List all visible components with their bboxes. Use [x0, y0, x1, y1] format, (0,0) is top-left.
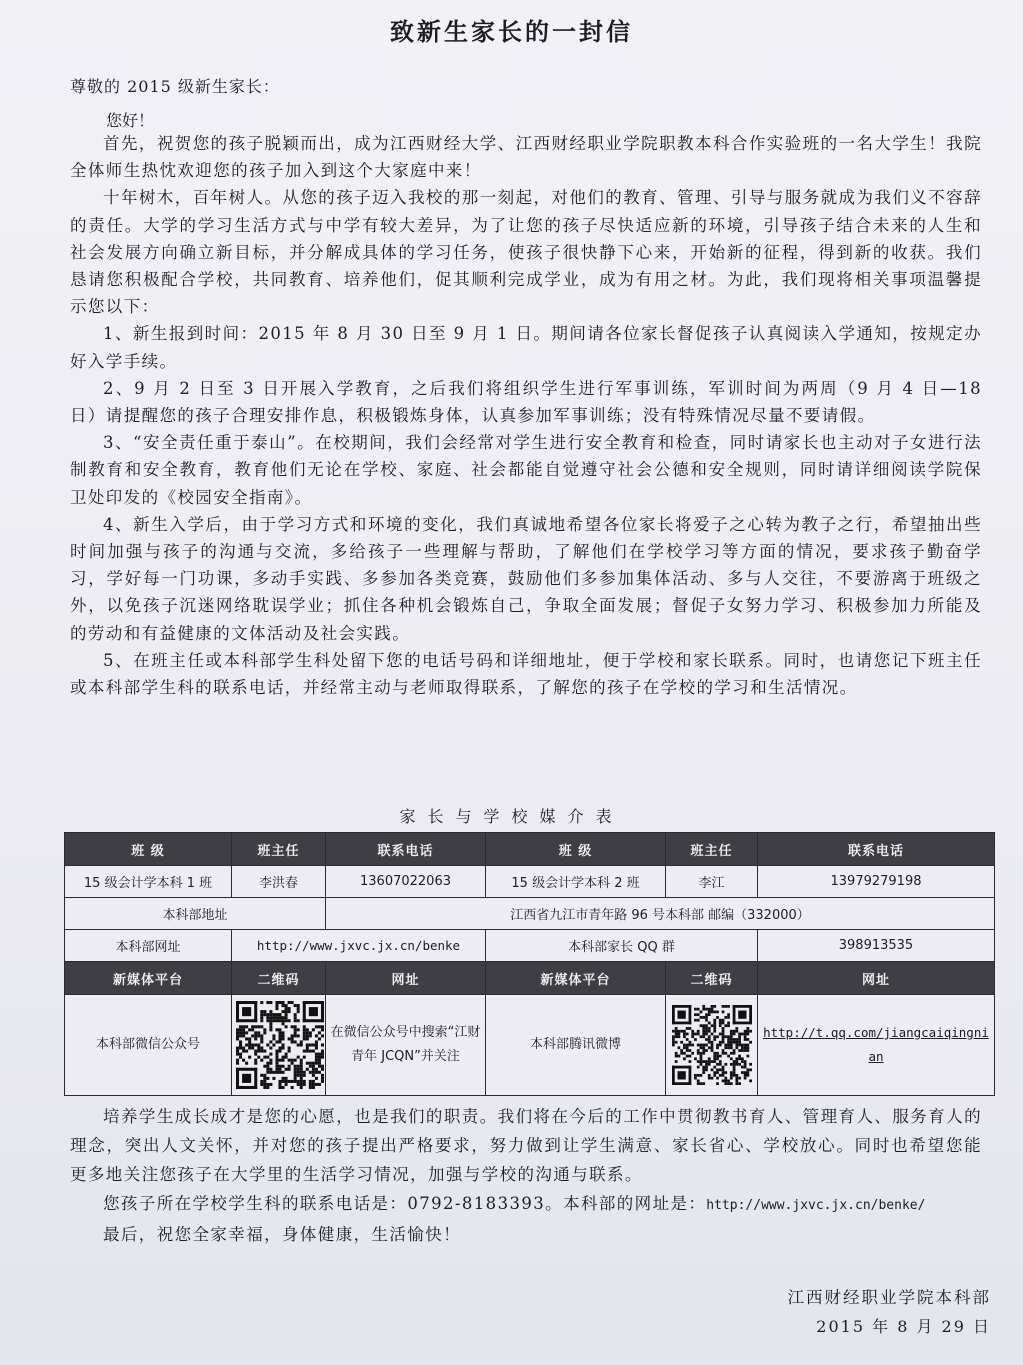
weibo-platform: 本科部腾讯微博 — [486, 995, 666, 1096]
media-table-title: 家长与学校媒介表 — [399, 807, 624, 826]
address-label: 本科部地址 — [65, 898, 326, 930]
table-row — [65, 866, 995, 898]
table-row-web — [65, 930, 995, 962]
signature-date: 2015 年 8 月 29 日 — [816, 1317, 991, 1336]
header-url: 网址 — [326, 962, 486, 995]
header-qrcode: 二维码 — [232, 962, 326, 995]
paragraph-item-3: 3、“安全责任重于泰山”。在校期间，我们会经常对学生进行安全教育和检查，同时请家长也主动对子女进行法制教育和安全教育，教育他们无论在学校、家庭、社会都能自觉遵守社会公德和安全规则，同时请详细阅读学院保卫处印发的《校园安全指南》。 — [70, 433, 982, 507]
class-name: 15 级会计学本科 1 班 — [65, 866, 232, 898]
paragraph-item-1: 1、新生报到时间：2015 年 8 月 30 日至 9 月 1 日。期间请各位家长督促孩子认真阅读入学通知，按规定办好入学手续。 — [70, 324, 982, 371]
wechat-search-hint: 在微信公众号中搜索“江财青年 JCQN”并关注 — [326, 995, 486, 1096]
salutation: 尊敬的 2015 级新生家长： — [70, 77, 280, 96]
contact-phone: 0792-8183393 — [407, 1194, 546, 1213]
table-row-media — [65, 995, 995, 1096]
letter-title: 致新生家长的一封信 — [390, 17, 633, 46]
class-teacher: 李洪春 — [232, 866, 326, 898]
header-phone: 联系电话 — [326, 833, 486, 866]
paragraph-item-2: 2、9 月 2 日至 3 日开展入学教育，之后我们将组织学生进行军事训练，军训时间为两周（9 月 4 日—18 日）请提醒您的孩子合理安排作息，积极锻炼身体，认真参加军事训练；没有特殊情况尽量不要请假。 — [70, 378, 982, 426]
media-table — [64, 832, 995, 1096]
header-url: 网址 — [758, 962, 995, 995]
closing-paragraph: 培养学生成长成才是您的心愿，也是我们的职责。我们将在今后的工作中贯彻教书育人、管理育人、服务育人的理念，突出人文关怀，并对您的孩子提出严格要求，努力做到让学生满意、家长省心、学校放心。同时也希望您能更多地关注您孩子在大学里的生活学习情况，加强与学校的沟通与联系。 — [70, 1107, 982, 1184]
table-header-row — [65, 833, 995, 866]
contact-url[interactable]: http://www.jxvc.jx.cn/benke/ — [706, 1198, 926, 1213]
greeting: 您好！ — [106, 111, 155, 130]
weibo-qr-cell — [666, 995, 758, 1096]
class-phone: 13607022063 — [326, 866, 486, 898]
qq-value: 398913535 — [758, 930, 995, 962]
paragraph-item-5: 5、在班主任或本科部学生科处留下您的电话号码和详细地址，便于学校和家长联系。同时，也请您记下班主任或本科部学生科的联系电话，并经常主动与老师取得联系，了解您的孩子在学校的学习和生活情况。 — [70, 650, 982, 698]
wechat-qr-cell — [232, 995, 326, 1096]
paragraph-responsibility: 十年树木，百年树人。从您的孩子迈入我校的那一刻起，对他们的教育、管理、引导与服务就成为我们义不容辞的责任。大学的学习生活方式与中学有较大差异，为了让您的孩子尽快适应新的环境，引导孩子结合未来的人生和社会发展方向确立新目标，并分解成具体的学习任务，使孩子很快静下心来，开始新的征程，得到新的收获。我们恳请您积极配合学校，共同教育、培养他们，促其顺利完成学业，成为有用之材。为此，我们现将相关事项温馨提示您以下： — [70, 188, 982, 317]
wishes-paragraph: 最后，祝您全家幸福，身体健康，生活愉快！ — [103, 1225, 461, 1244]
header-platform: 新媒体平台 — [486, 962, 666, 995]
table-header-row-media — [65, 962, 995, 995]
signature-organization: 江西财经职业学院本科部 — [787, 1288, 991, 1307]
header-class: 班 级 — [486, 833, 666, 866]
wechat-platform: 本科部微信公众号 — [65, 995, 232, 1096]
header-platform: 新媒体平台 — [65, 962, 232, 995]
letter-body — [70, 130, 982, 701]
closing-section — [70, 1102, 982, 1249]
paragraph-item-4: 4、新生入学后，由于学习方式和环境的变化，我们真诚地希望各位家长将爱子之心转为教子之行，希望抽出些时间加强与孩子的沟通与交流，多给孩子一些理解与帮助，了解他们在学校学习等方面的情况，要求孩子勤奋学习，学好每一门功课，多动手实践、多参加各类竞赛，鼓励他们多参加集体活动、多与人交往，不要游离于班级之外，以免孩子沉迷网络耽误学业；抓住各种机会锻炼自己，争取全面发展；督促子女努力学习、积极参加力所能及的劳动和有益健康的文体活动及社会实践。 — [70, 514, 982, 643]
qq-label: 本科部家长 QQ 群 — [486, 930, 758, 962]
wechat-qr-code-icon[interactable] — [236, 1001, 324, 1089]
header-class: 班 级 — [65, 833, 232, 866]
table-row-address — [65, 898, 995, 930]
header-teacher: 班主任 — [666, 833, 758, 866]
class-phone: 13979279198 — [758, 866, 995, 898]
weibo-link[interactable]: http://t.qq.com/jiangcaiqingnian — [758, 995, 995, 1096]
header-teacher: 班主任 — [232, 833, 326, 866]
header-qrcode: 二维码 — [666, 962, 758, 995]
website-label: 本科部网址 — [65, 930, 232, 962]
contact-mid: 。本科部的网址是： — [545, 1194, 707, 1213]
header-phone: 联系电话 — [758, 833, 995, 866]
weibo-qr-code-icon[interactable] — [672, 1005, 752, 1085]
address-value: 江西省九江市青年路 96 号本科部 邮编（332000） — [326, 898, 995, 930]
contact-paragraph — [70, 1189, 982, 1220]
class-name: 15 级会计学本科 2 班 — [486, 866, 666, 898]
contact-prefix: 您孩子所在学校学生科的联系电话是： — [103, 1194, 408, 1213]
paragraph-congratulations: 首先，祝贺您的孩子脱颖而出，成为江西财经大学、江西财经职业学院职教本科合作实验班的一名大学生！我院全体师生热忱欢迎您的孩子加入到这个大家庭中来！ — [70, 134, 982, 181]
website-link[interactable]: http://www.jxvc.jx.cn/benke — [232, 930, 486, 962]
class-teacher: 李江 — [666, 866, 758, 898]
